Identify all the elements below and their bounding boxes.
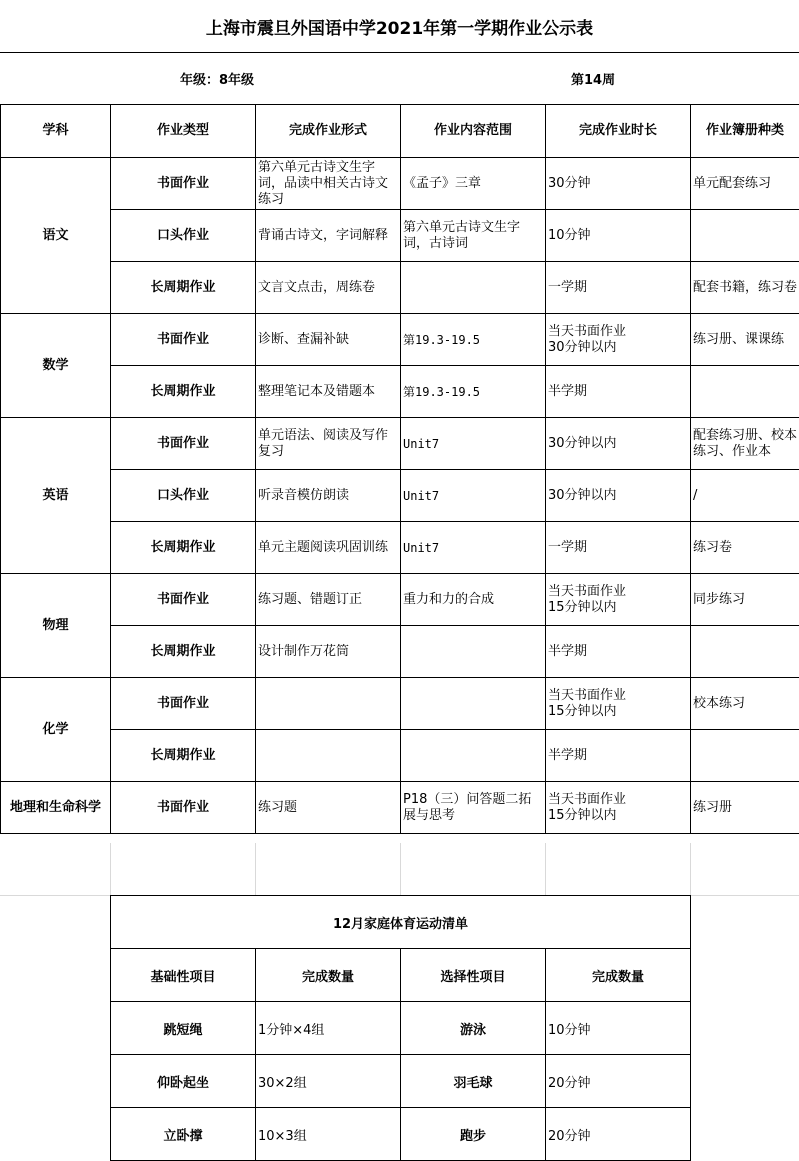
time-cell: 30分钟以内: [546, 418, 691, 470]
pe-basic-item: 立卧撑: [111, 1108, 256, 1161]
pe-optional-item: 跑步: [401, 1108, 546, 1161]
table-row: [1, 678, 799, 730]
scope-cell: 第19.3-19.5: [401, 314, 546, 366]
grade-label: 年级：8年级: [180, 53, 254, 104]
grid-line: [255, 843, 256, 896]
book-cell: 单元配套练习: [691, 158, 799, 210]
info-row: [0, 53, 799, 105]
table-row: [1, 470, 799, 522]
pe-basic-amount: 10×3组: [256, 1108, 401, 1161]
form-cell: [256, 678, 401, 730]
scope-cell: [401, 262, 546, 314]
time-cell: 一学期: [546, 522, 691, 574]
header-form: 完成作业形式: [256, 105, 401, 158]
table-row: [1, 418, 799, 470]
week-label: 第14周: [571, 53, 615, 104]
form-cell: 诊断、查漏补缺: [256, 314, 401, 366]
pe-optional-item: 游泳: [401, 1002, 546, 1055]
header-type: 作业类型: [111, 105, 256, 158]
type-cell: 长周期作业: [111, 522, 256, 574]
book-cell: /: [691, 470, 799, 522]
type-cell: 长周期作业: [111, 730, 256, 782]
scope-cell: [401, 730, 546, 782]
type-cell: 长周期作业: [111, 262, 256, 314]
pe-header-amount-2: 完成数量: [546, 949, 691, 1002]
pe-header-optional: 选择性项目: [401, 949, 546, 1002]
form-cell: 文言文点击，周练卷: [256, 262, 401, 314]
type-cell: 书面作业: [111, 574, 256, 626]
scope-cell: 《孟子》三章: [401, 158, 546, 210]
form-cell: [256, 730, 401, 782]
header-scope: 作业内容范围: [401, 105, 546, 158]
subject-cell: 物理: [1, 574, 111, 678]
header-subject: 学科: [1, 105, 111, 158]
table-row: [1, 626, 799, 678]
form-cell: 整理笔记本及错题本: [256, 366, 401, 418]
table-row: [1, 730, 799, 782]
scope-cell: Unit7: [401, 470, 546, 522]
form-cell: 听录音模仿朗读: [256, 470, 401, 522]
pe-optional-amount: 20分钟: [546, 1108, 691, 1161]
type-cell: 书面作业: [111, 314, 256, 366]
book-cell: [691, 210, 799, 262]
scope-cell: [401, 626, 546, 678]
pe-row: [111, 1055, 691, 1108]
time-cell: 当天书面作业 15分钟以内: [546, 782, 691, 834]
form-cell: 设计制作万花筒: [256, 626, 401, 678]
grid-line: [545, 843, 546, 896]
time-cell: 当天书面作业 15分钟以内: [546, 678, 691, 730]
time-cell: 一学期: [546, 262, 691, 314]
subject-cell: 语文: [1, 158, 111, 314]
time-cell: 30分钟以内: [546, 470, 691, 522]
pe-basic-item: 跳短绳: [111, 1002, 256, 1055]
pe-title-row: [111, 896, 691, 949]
table-row: [1, 574, 799, 626]
type-cell: 书面作业: [111, 678, 256, 730]
homework-table: [0, 104, 799, 834]
book-cell: 配套练习册、校本练习、作业本: [691, 418, 799, 470]
form-cell: 单元主题阅读巩固训练: [256, 522, 401, 574]
book-cell: [691, 366, 799, 418]
time-cell: 30分钟: [546, 158, 691, 210]
pe-header-amount: 完成数量: [256, 949, 401, 1002]
pe-header-basic: 基础性项目: [111, 949, 256, 1002]
book-cell: 配套书籍，练习卷: [691, 262, 799, 314]
grid-line: [110, 843, 111, 896]
form-cell: 背诵古诗文，字词解释: [256, 210, 401, 262]
time-cell: 当天书面作业 30分钟以内: [546, 314, 691, 366]
scope-cell: 第19.3-19.5: [401, 366, 546, 418]
grid-line: [690, 895, 799, 896]
form-cell: 练习题、错题订正: [256, 574, 401, 626]
pe-row: [111, 1108, 691, 1161]
scope-cell: 重力和力的合成: [401, 574, 546, 626]
subject-cell: 化学: [1, 678, 111, 782]
table-row: [1, 522, 799, 574]
form-cell: 练习题: [256, 782, 401, 834]
empty-grid: [0, 843, 799, 896]
book-cell: 校本练习: [691, 678, 799, 730]
form-cell: 单元语法、阅读及写作复习: [256, 418, 401, 470]
pe-basic-item: 仰卧起坐: [111, 1055, 256, 1108]
table-row: [1, 158, 799, 210]
subject-cell: 英语: [1, 418, 111, 574]
grid-line: [0, 895, 110, 896]
book-cell: [691, 626, 799, 678]
type-cell: 书面作业: [111, 782, 256, 834]
header-book: 作业簿册种类: [691, 105, 799, 158]
book-cell: 练习卷: [691, 522, 799, 574]
type-cell: 书面作业: [111, 158, 256, 210]
subject-cell: 地理和生命科学: [1, 782, 111, 834]
time-cell: 半学期: [546, 626, 691, 678]
pe-basic-amount: 30×2组: [256, 1055, 401, 1108]
scope-cell: Unit7: [401, 418, 546, 470]
page-title: 上海市震旦外国语中学2021年第一学期作业公示表: [0, 0, 799, 53]
type-cell: 口头作业: [111, 210, 256, 262]
table-row: [1, 314, 799, 366]
pe-row: [111, 1002, 691, 1055]
table-row: [1, 366, 799, 418]
grid-line: [690, 843, 691, 896]
header-time: 完成作业时长: [546, 105, 691, 158]
time-cell: 当天书面作业 15分钟以内: [546, 574, 691, 626]
book-cell: [691, 730, 799, 782]
book-cell: 练习册、课课练: [691, 314, 799, 366]
scope-cell: Unit7: [401, 522, 546, 574]
pe-header-row: [111, 949, 691, 1002]
table-row: [1, 262, 799, 314]
book-cell: 同步练习: [691, 574, 799, 626]
type-cell: 口头作业: [111, 470, 256, 522]
table-row: [1, 210, 799, 262]
pe-table: [110, 895, 691, 1161]
table-row: [1, 782, 799, 834]
time-cell: 半学期: [546, 730, 691, 782]
book-cell: 练习册: [691, 782, 799, 834]
scope-cell: P18（三）问答题二拓展与思考: [401, 782, 546, 834]
time-cell: 10分钟: [546, 210, 691, 262]
pe-optional-item: 羽毛球: [401, 1055, 546, 1108]
form-cell: 第六单元古诗文生字词，品读中相关古诗文练习: [256, 158, 401, 210]
header-row: [1, 105, 799, 158]
scope-cell: 第六单元古诗文生字词，古诗词: [401, 210, 546, 262]
scope-cell: [401, 678, 546, 730]
type-cell: 长周期作业: [111, 366, 256, 418]
type-cell: 长周期作业: [111, 626, 256, 678]
pe-optional-amount: 10分钟: [546, 1002, 691, 1055]
type-cell: 书面作业: [111, 418, 256, 470]
pe-basic-amount: 1分钟×4组: [256, 1002, 401, 1055]
pe-optional-amount: 20分钟: [546, 1055, 691, 1108]
time-cell: 半学期: [546, 366, 691, 418]
grid-line: [400, 843, 401, 896]
pe-title: 12月家庭体育运动清单: [111, 896, 691, 949]
subject-cell: 数学: [1, 314, 111, 418]
